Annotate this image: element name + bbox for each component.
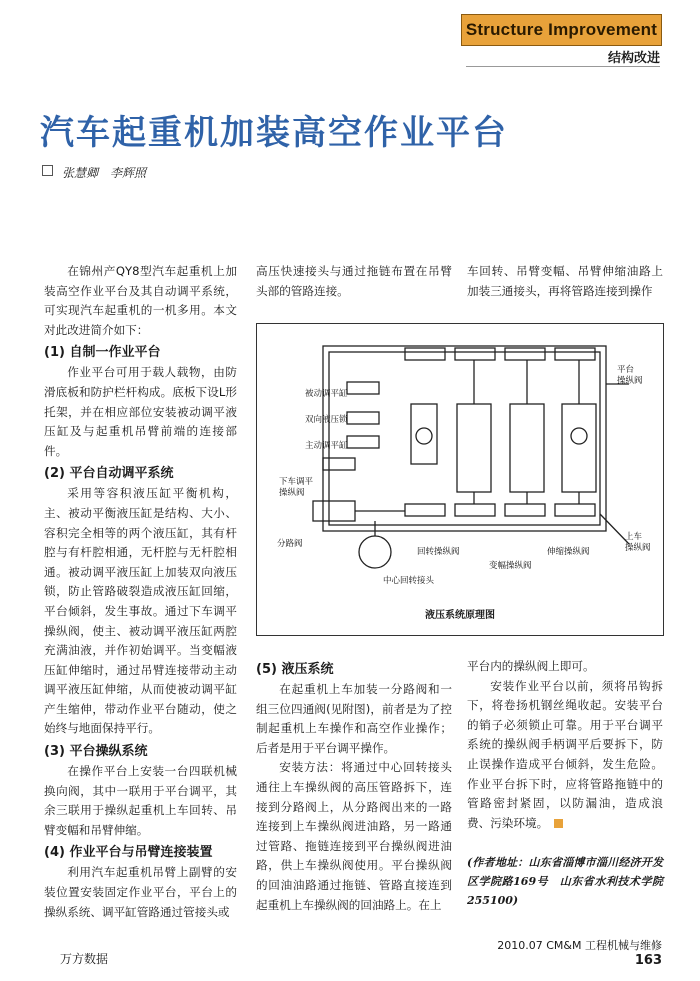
label-lower-valve-line2: 操纵阀 (279, 488, 305, 498)
label-luff-valve: 变幅操纵阀 (489, 561, 532, 571)
page-number: 163 (634, 953, 662, 968)
end-mark-icon (554, 819, 563, 828)
intro-paragraph: 在锦州产QY8型汽车起重机上加装高空作业平台及其自动调平系统，可实现汽车起重机的一机多用。本文对此改进简介如下： (44, 264, 237, 337)
label-center-joint: 中心回转接头 (383, 576, 435, 586)
slew-motor (416, 428, 432, 444)
article-authors: 张慧卿 李辉照 (62, 166, 147, 180)
diverter-valve (313, 501, 355, 521)
section-paragraph-2: 采用等容积液压缸平衡机构，主、被动平衡液压缸是结构、大小、容积完全相等的两个液压缸，其有杆腔与有杆腔相通，无杆腔与无杆腔相通。被动调平液压缸上加装双向液压锁，防止管路破裂造成液压缸回缩，平台倾斜，发生事故。通过下车调平操纵阀，使主、被动调平液压缸两腔充满油液，并作初始调平。当变幅液压缸伸缩时，通过吊臂连接带动主动调平液压缸伸缩，从而使被动调平缸产生缩伸，带动作业平台随动，使之始终与地面保持平行。 (44, 486, 237, 736)
author-marker (42, 165, 53, 176)
section-paragraph-7-text: 安装作业平台以前，须将吊钩拆下，将卷扬机钢丝绳收起。安装平台的销子必须锁止可靠。用于平台调平系统的操纵阀手柄调平后要拆下，防止误操作造成平台倾斜，发生危险。作业平台拆下时，应将管路拖链中的管路密封紧固，以防漏油，造成浪费、污染环境。 (467, 678, 663, 830)
label-platform-valve (617, 364, 643, 386)
page-footer (470, 937, 662, 968)
bidirectional-lock (347, 412, 379, 424)
center-swivel-joint (359, 536, 391, 568)
source-watermark: 万方数据 (60, 952, 109, 966)
label-active-cylinder: 主动调平缸 (305, 441, 348, 451)
column-3-bottom (467, 657, 674, 910)
label-passive-cylinder: 被动调平缸 (305, 389, 348, 399)
label-upper-valve (625, 531, 651, 553)
article-title: 汽车起重机加装高空作业平台 (40, 113, 508, 153)
section-heading-1: (1) 自制一作业平台 (44, 345, 161, 361)
label-diverter: 分路阀 (277, 539, 303, 549)
label-telescope-valve: 伸缩操纵阀 (547, 547, 590, 557)
author-address: (作者地址：山东省淄博市淄川经济开发区学院路169号 山东省水利技术学院 255100) (467, 856, 674, 908)
active-cylinder (347, 436, 379, 448)
slew-actuator (457, 404, 491, 492)
section-heading-2: (2) 平台自动调平系统 (44, 466, 174, 482)
hydraulic-schematic (257, 324, 663, 635)
section-label-en: Structure Improvement (465, 20, 658, 39)
header-rule (466, 66, 660, 67)
upper-car-valve-block (405, 504, 595, 516)
label-platform-valve-line2: 操纵阀 (617, 376, 643, 386)
passive-cylinder (347, 382, 379, 394)
section-heading-3: (3) 平台操纵系统 (44, 744, 148, 760)
left-cylinder (411, 404, 437, 464)
platform-valve-block (405, 348, 595, 360)
winch-motor (571, 428, 587, 444)
hydraulic-schematic-figure (256, 323, 664, 636)
label-upper-valve-line1: 上车 (625, 532, 643, 542)
section-paragraph-4: 利用汽车起重机吊臂上副臂的安装位置安装固定作业平台，平台上的操纵系统、调平缸管路通过管接头或 (44, 865, 237, 919)
label-bidirectional-lock: 双向液压锁 (305, 415, 348, 425)
telescope-actuator (562, 404, 596, 492)
col2-top-text: 高压快速接头与通过拖链布置在吊臂头部的管路连接。 (256, 264, 452, 298)
author-address-block (467, 853, 674, 910)
section-heading-4: (4) 作业平台与吊臂连接装置 (44, 845, 213, 861)
col3-top-text: 车回转、吊臂变幅、吊臂伸缩油路上加装三通接头，再将管路连接到操作 (467, 264, 663, 298)
section-paragraph-7 (467, 677, 663, 834)
column-3-top (467, 262, 663, 301)
lower-leveling-valve (323, 458, 355, 470)
label-lower-valve (279, 476, 316, 498)
column-2-top (256, 262, 452, 301)
label-upper-valve-line2: 操纵阀 (625, 543, 651, 553)
label-lower-valve-line1: 下车调平 (279, 477, 314, 487)
label-slew-valve: 回转操纵阀 (417, 547, 460, 557)
section-heading-5: (5) 液压系统 (256, 662, 334, 677)
luff-actuator (510, 404, 544, 492)
section-paragraph-5b: 安装方法：将通过中心回转接头通往上车操纵阀的高压管路拆下，连接到分路阀上，从分路阀出来的一路连接到上车操纵阀进油路，另一路通过管路、拖链连接到平台操纵阀进油路，供上车操纵阀使用。平台操纵阀的回油油路通过拖链、管路直接连到起重机上车操纵阀的回油路上。在上 (256, 760, 452, 912)
issue-info: 2010.07 CM&M 工程机械与维修 (497, 939, 662, 952)
section-label-zh: 结构改进 (607, 51, 660, 66)
return-loop (329, 352, 600, 525)
section-banner (461, 14, 662, 46)
section-paragraph-1: 作业平台可用于载人载物，由防滑底板和防护栏杆构成。底板下设L形托架，并在相应部位安装被动调平液压缸及与起重机吊臂前端的连接部件。 (44, 365, 237, 458)
section-paragraph-6: 平台内的操纵阀上即可。 (467, 659, 595, 673)
column-2-bottom (256, 657, 452, 915)
section-paragraph-3: 在操作平台上安装一台四联机械换向阀，其中一联用于平台调平，其余三联用于操纵起重机上车回转、吊臂变幅和吊臂伸缩。 (44, 764, 237, 837)
column-1 (44, 262, 237, 922)
figure-caption: 液压系统原理图 (425, 610, 495, 621)
main-loop (323, 346, 606, 531)
section-paragraph-5a: 在起重机上车加装一分路阀和一组三位四通阀(见附图)，前者是为了控制起重机上车操作和高空作业操作；后者是用于平台调平操作。 (256, 682, 452, 755)
label-platform-valve-line1: 平台 (617, 365, 635, 375)
